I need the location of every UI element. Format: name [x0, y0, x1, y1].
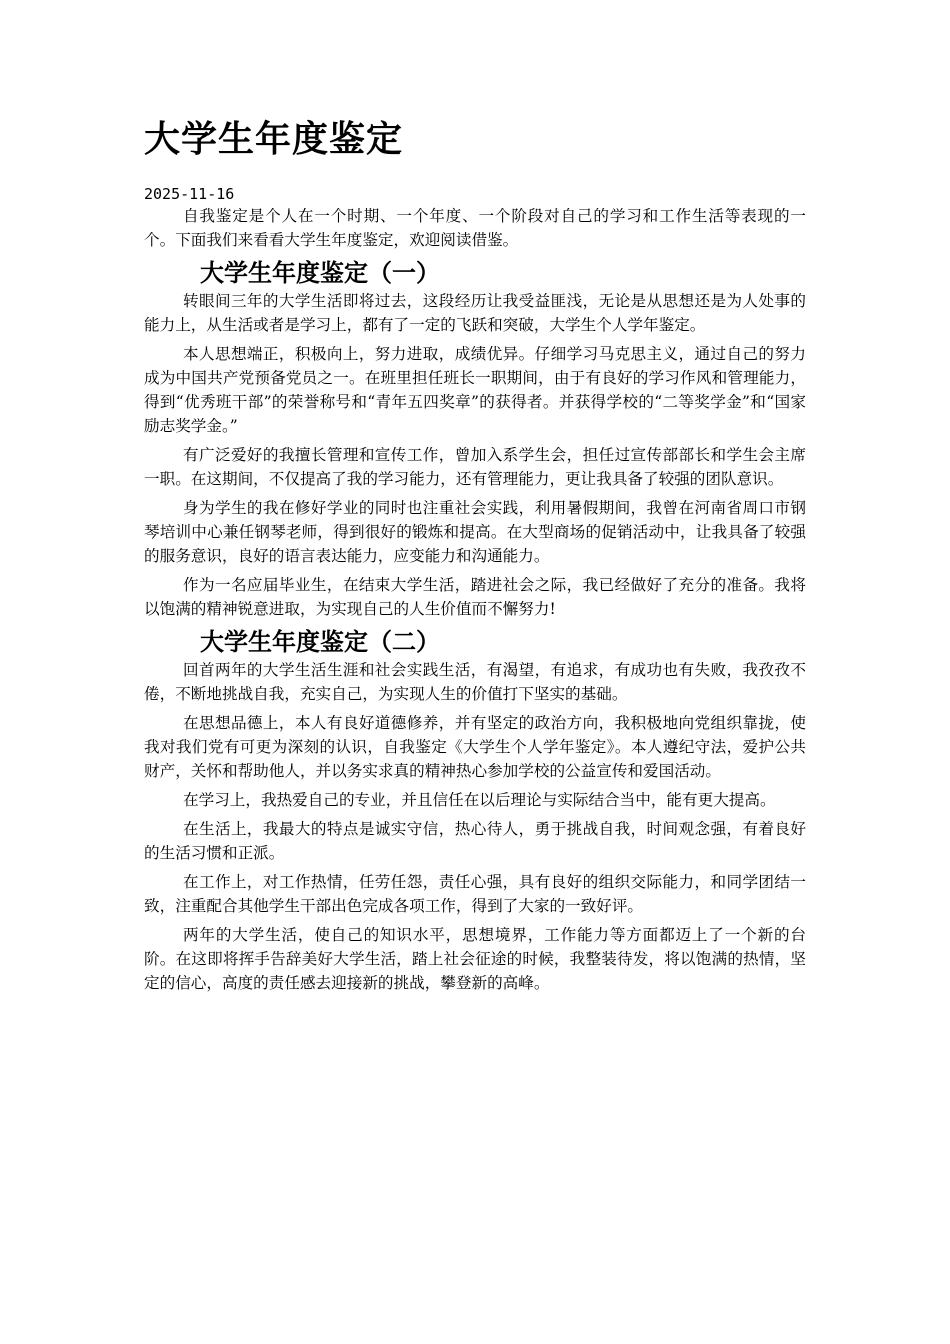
body-paragraph: 身为学生的我在修好学业的同时也注重社会实践，利用暑假期间，我曾在河南省周口市钢琴培训中心兼任钢琴老师，得到很好的锻炼和提高。在大型商场的促销活动中，让我具备了较强的服务意识，良好的语言表达能力，应变能力和沟通能力。 [144, 499, 806, 565]
document-page [144, 118, 806, 1000]
document-date: 2025-11-16 [144, 185, 235, 203]
body-paragraph: 有广泛爱好的我擅长管理和宣传工作，曾加入系学生会，担任过宣传部部长和学生会主席一职。在这期间，不仅提高了我的学习能力，还有管理能力，更让我具备了较强的团队意识。 [144, 446, 806, 488]
document-title: 大学生年度鉴定 [144, 119, 404, 160]
body-paragraph: 在工作上，对工作热情，任劳任怨，责任心强，具有良好的组织交际能力，和同学团结一致，注重配合其他学生干部出色完成各项工作，得到了大家的一致好评。 [144, 873, 806, 915]
section-1 [144, 257, 806, 621]
body-paragraph: 在生活上，我最大的特点是诚实守信，热心待人，勇于挑战自我，时间观念强，有着良好的生活习惯和正派。 [144, 820, 806, 862]
body-paragraph: 两年的大学生活，使自己的知识水平，思想境界，工作能力等方面都迈上了一个新的台阶。在这即将挥手告辞美好大学生活，踏上社会征途的时候，我整装待发，将以饱满的热情，坚定的信心，高度的责任感去迎接新的挑战，攀登新的高峰。 [144, 926, 806, 992]
section-2 [144, 626, 806, 995]
body-paragraph: 作为一名应届毕业生，在结束大学生活，踏进社会之际，我已经做好了充分的准备。我将以饱满的精神锐意进取，为实现自己的人生价值而不懈努力! [144, 576, 806, 618]
body-paragraph: 回首两年的大学生活生涯和社会实践生活，有渴望，有追求，有成功也有失败，我孜孜不倦，不断地挑战自我，充实自己，为实现人生的价值打下坚实的基础。 [144, 661, 806, 703]
section-heading: 大学生年度鉴定（二） [200, 628, 440, 656]
body-paragraph: 在思想品德上，本人有良好道德修养，并有坚定的政治方向，我积极地向党组织靠拢，使我对我们党有可更为深刻的认识，自我鉴定《大学生个人学年鉴定》。本人遵纪守法，爱护公共财产，关怀和帮助他人，并以务实求真的精神热心参加学校的公益宣传和爱国活动。 [144, 714, 806, 780]
section-heading: 大学生年度鉴定（一） [200, 259, 440, 287]
body-paragraph: 在学习上，我热爱自己的专业，并且信任在以后理论与实际结合当中，能有更大提高。 [183, 791, 776, 809]
body-paragraph: 转眼间三年的大学生活即将过去，这段经历让我受益匪浅，无论是从思想还是为人处事的能力上，从生活或者是学习上，都有了一定的飞跃和突破，大学生个人学年鉴定。 [144, 292, 806, 334]
intro-paragraph: 自我鉴定是个人在一个时期、一个年度、一个阶段对自己的学习和工作生活等表现的一个。下面我们来看看大学生年度鉴定，欢迎阅读借鉴。 [144, 207, 806, 249]
body-paragraph: 本人思想端正，积极向上，努力进取，成绩优异。仔细学习马克思主义，通过自己的努力成为中国共产党预备党员之一。在班里担任班长一职期间，由于有良好的学习作风和管理能力，得到“优秀班干部”的荣誉称号和“青年五四奖章”的获得者。并获得学校的“二等奖学金”和“国家励志奖学金。” [144, 345, 806, 435]
